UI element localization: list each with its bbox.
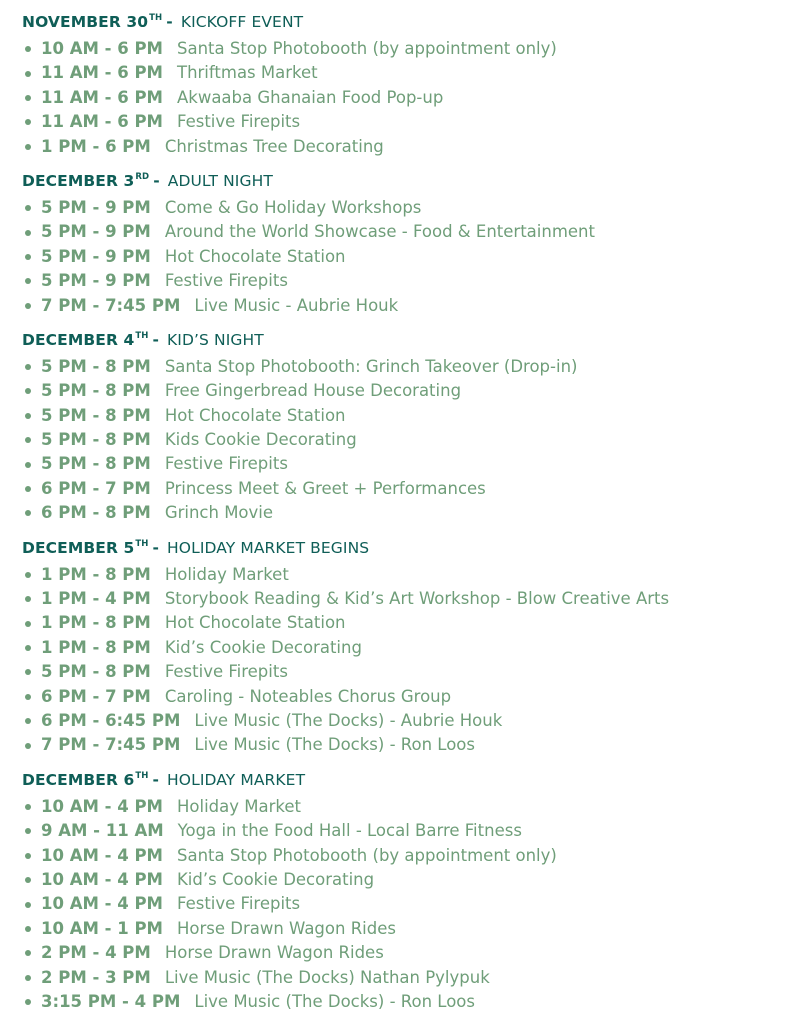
day-title: KID’S NIGHT — [167, 330, 264, 349]
day-dash: - — [152, 538, 160, 557]
bullet-icon — [25, 975, 31, 981]
event-item — [22, 685, 782, 709]
event-activity: Santa Stop Photobooth (by appointment only) — [176, 845, 557, 865]
day-dash: - — [152, 770, 160, 789]
bullet-icon — [25, 877, 31, 883]
bullet-icon — [25, 950, 31, 956]
event-activity: Holiday Market — [164, 564, 289, 584]
event-list — [22, 196, 782, 318]
event-activity: Festive Firepits — [164, 454, 288, 474]
event-item — [22, 220, 782, 244]
event-item — [22, 245, 782, 269]
day-title: KICKOFF EVENT — [180, 13, 304, 31]
day-date-text: DECEMBER 5 — [22, 538, 135, 557]
event-activity: Grinch Movie — [164, 503, 274, 523]
day-date — [22, 331, 159, 349]
event-activity: Free Gingerbread House Decorating — [164, 381, 462, 401]
event-activity: Live Music - Aubrie Houk — [194, 295, 399, 315]
event-activity: Santa Stop Photobooth: Grinch Takeover (Drop-in) — [164, 356, 578, 376]
bullet-icon — [25, 119, 31, 125]
event-time: 6 PM - 6:45 PM — [41, 710, 181, 730]
event-activity: Yoga in the Food Hall - Local Barre Fitness — [177, 821, 522, 841]
event-item — [22, 892, 782, 916]
event-time: 1 PM - 8 PM — [41, 613, 151, 633]
event-item — [22, 452, 782, 476]
bullet-icon — [25, 828, 31, 834]
event-time: 5 PM - 8 PM — [41, 662, 151, 682]
day-date-suffix: RD — [135, 171, 150, 182]
event-time: 5 PM - 9 PM — [41, 197, 151, 217]
event-time: 1 PM - 6 PM — [41, 136, 151, 156]
event-time: 10 AM - 1 PM — [41, 918, 163, 938]
bullet-icon — [25, 230, 31, 236]
day-section — [22, 768, 782, 1015]
event-time: 1 PM - 8 PM — [41, 564, 151, 584]
event-time: 5 PM - 8 PM — [41, 356, 151, 376]
event-activity: Hot Chocolate Station — [164, 613, 346, 633]
event-time: 5 PM - 9 PM — [41, 222, 151, 242]
event-item — [22, 636, 782, 660]
event-time: 10 AM - 4 PM — [41, 869, 163, 889]
event-item — [22, 660, 782, 684]
event-item — [22, 135, 782, 159]
day-date — [22, 13, 173, 31]
event-time: 7 PM - 7:45 PM — [41, 295, 181, 315]
day-date-suffix: TH — [135, 330, 149, 341]
bullet-icon — [25, 303, 31, 309]
day-date — [22, 539, 159, 557]
event-time: 7 PM - 7:45 PM — [41, 735, 181, 755]
bullet-icon — [25, 437, 31, 443]
event-item — [22, 844, 782, 868]
event-activity: Live Music (The Docks) Nathan Pylypuk — [164, 967, 490, 987]
bullet-icon — [25, 694, 31, 700]
day-section — [22, 10, 782, 159]
event-item — [22, 587, 782, 611]
day-heading — [22, 768, 782, 792]
bullet-icon — [25, 999, 31, 1005]
event-item — [22, 379, 782, 403]
day-dash: - — [166, 13, 173, 31]
event-activity: Caroling - Noteables Chorus Group — [164, 686, 452, 706]
bullet-icon — [25, 926, 31, 932]
day-date-suffix: TH — [135, 770, 149, 781]
event-item — [22, 966, 782, 990]
event-time: 6 PM - 7 PM — [41, 478, 151, 498]
event-item — [22, 86, 782, 110]
event-activity: Princess Meet & Greet + Performances — [164, 478, 486, 498]
bullet-icon — [25, 278, 31, 284]
event-time: 6 PM - 8 PM — [41, 503, 151, 523]
bullet-icon — [25, 621, 31, 627]
day-date-text: NOVEMBER 30 — [22, 13, 149, 31]
event-activity: Christmas Tree Decorating — [164, 136, 384, 156]
event-item — [22, 355, 782, 379]
event-activity: Hot Chocolate Station — [164, 246, 346, 266]
event-item — [22, 61, 782, 85]
day-date-suffix: TH — [149, 13, 163, 23]
event-item — [22, 563, 782, 587]
event-activity: Kids Cookie Decorating — [164, 430, 357, 450]
bullet-icon — [25, 46, 31, 52]
event-item — [22, 819, 782, 843]
event-time: 2 PM - 4 PM — [41, 943, 151, 963]
event-time: 5 PM - 9 PM — [41, 246, 151, 266]
day-date-text: DECEMBER 6 — [22, 770, 135, 789]
event-item — [22, 110, 782, 134]
event-time: 11 AM - 6 PM — [41, 112, 163, 132]
event-time: 9 AM - 11 AM — [41, 821, 164, 841]
event-list — [22, 563, 782, 758]
event-item — [22, 477, 782, 501]
event-time: 5 PM - 8 PM — [41, 405, 151, 425]
day-date-suffix: TH — [135, 538, 149, 549]
event-activity: Holiday Market — [176, 796, 301, 816]
bullet-icon — [25, 572, 31, 578]
day-date-text: DECEMBER 3 — [22, 171, 135, 190]
event-item — [22, 795, 782, 819]
bullet-icon — [25, 364, 31, 370]
bullet-icon — [25, 95, 31, 101]
event-activity: Akwaaba Ghanaian Food Pop-up — [176, 87, 444, 107]
bullet-icon — [25, 718, 31, 724]
event-activity: Festive Firepits — [164, 662, 288, 682]
event-activity: Around the World Showcase - Food & Entertainment — [164, 222, 595, 242]
day-heading — [22, 536, 782, 560]
event-time: 5 PM - 9 PM — [41, 271, 151, 291]
event-activity: Kid’s Cookie Decorating — [176, 869, 375, 889]
event-activity: Festive Firepits — [176, 894, 301, 914]
day-heading — [22, 169, 782, 193]
bullet-icon — [25, 510, 31, 516]
bullet-icon — [25, 645, 31, 651]
event-time: 3:15 PM - 4 PM — [41, 991, 181, 1011]
event-time: 5 PM - 8 PM — [41, 454, 151, 474]
event-activity: Come & Go Holiday Workshops — [164, 197, 422, 217]
bullet-icon — [25, 254, 31, 260]
bullet-icon — [25, 462, 31, 468]
day-section — [22, 536, 782, 758]
event-item — [22, 294, 782, 318]
event-time: 11 AM - 6 PM — [41, 63, 163, 83]
event-time: 5 PM - 8 PM — [41, 430, 151, 450]
event-activity: Hot Chocolate Station — [164, 405, 346, 425]
event-activity: Live Music (The Docks) - Ron Loos — [194, 735, 475, 755]
event-time: 6 PM - 7 PM — [41, 686, 151, 706]
day-dash: - — [153, 171, 160, 190]
bullet-icon — [25, 902, 31, 908]
day-title: ADULT NIGHT — [167, 171, 273, 190]
event-time: 10 AM - 4 PM — [41, 894, 163, 914]
event-item — [22, 196, 782, 220]
day-section — [22, 169, 782, 318]
bullet-icon — [25, 804, 31, 810]
event-schedule — [22, 10, 782, 1014]
day-title: HOLIDAY MARKET BEGINS — [167, 538, 370, 557]
event-item — [22, 404, 782, 428]
event-item — [22, 941, 782, 965]
bullet-icon — [25, 71, 31, 77]
bullet-icon — [25, 486, 31, 492]
event-item — [22, 428, 782, 452]
event-item — [22, 37, 782, 61]
event-time: 10 AM - 4 PM — [41, 796, 163, 816]
event-list — [22, 795, 782, 1015]
bullet-icon — [25, 853, 31, 859]
day-heading — [22, 10, 782, 34]
event-list — [22, 37, 782, 159]
event-item — [22, 501, 782, 525]
bullet-icon — [25, 144, 31, 150]
bullet-icon — [25, 205, 31, 211]
event-time: 2 PM - 3 PM — [41, 967, 151, 987]
event-activity: Santa Stop Photobooth (by appointment only) — [176, 39, 557, 58]
day-date — [22, 172, 160, 190]
event-activity: Storybook Reading & Kid’s Art Workshop - Blow Creative Arts — [164, 589, 670, 609]
bullet-icon — [25, 743, 31, 749]
event-time: 10 AM - 4 PM — [41, 845, 163, 865]
event-item — [22, 709, 782, 733]
day-section — [22, 328, 782, 526]
event-time: 1 PM - 4 PM — [41, 589, 151, 609]
day-dash: - — [152, 330, 160, 349]
bullet-icon — [25, 669, 31, 675]
day-date — [22, 771, 159, 789]
event-time: 5 PM - 8 PM — [41, 381, 151, 401]
day-date-text: DECEMBER 4 — [22, 330, 135, 349]
event-item — [22, 990, 782, 1014]
event-time: 11 AM - 6 PM — [41, 87, 163, 107]
event-activity: Festive Firepits — [176, 112, 301, 132]
event-activity: Thriftmas Market — [176, 63, 318, 83]
event-item — [22, 917, 782, 941]
event-activity: Horse Drawn Wagon Rides — [164, 943, 384, 963]
event-item — [22, 868, 782, 892]
event-activity: Live Music (The Docks) - Aubrie Houk — [194, 710, 503, 730]
event-activity: Kid’s Cookie Decorating — [164, 637, 362, 657]
event-item — [22, 611, 782, 635]
event-activity: Festive Firepits — [164, 271, 288, 291]
bullet-icon — [25, 388, 31, 394]
event-list — [22, 355, 782, 526]
day-heading — [22, 328, 782, 352]
day-title: HOLIDAY MARKET — [167, 770, 306, 789]
event-item — [22, 269, 782, 293]
event-time: 1 PM - 8 PM — [41, 637, 151, 657]
event-activity: Horse Drawn Wagon Rides — [176, 918, 396, 938]
bullet-icon — [25, 413, 31, 419]
event-activity: Live Music (The Docks) - Ron Loos — [194, 991, 475, 1011]
event-item — [22, 733, 782, 757]
bullet-icon — [25, 596, 31, 602]
event-time: 10 AM - 6 PM — [41, 39, 163, 58]
